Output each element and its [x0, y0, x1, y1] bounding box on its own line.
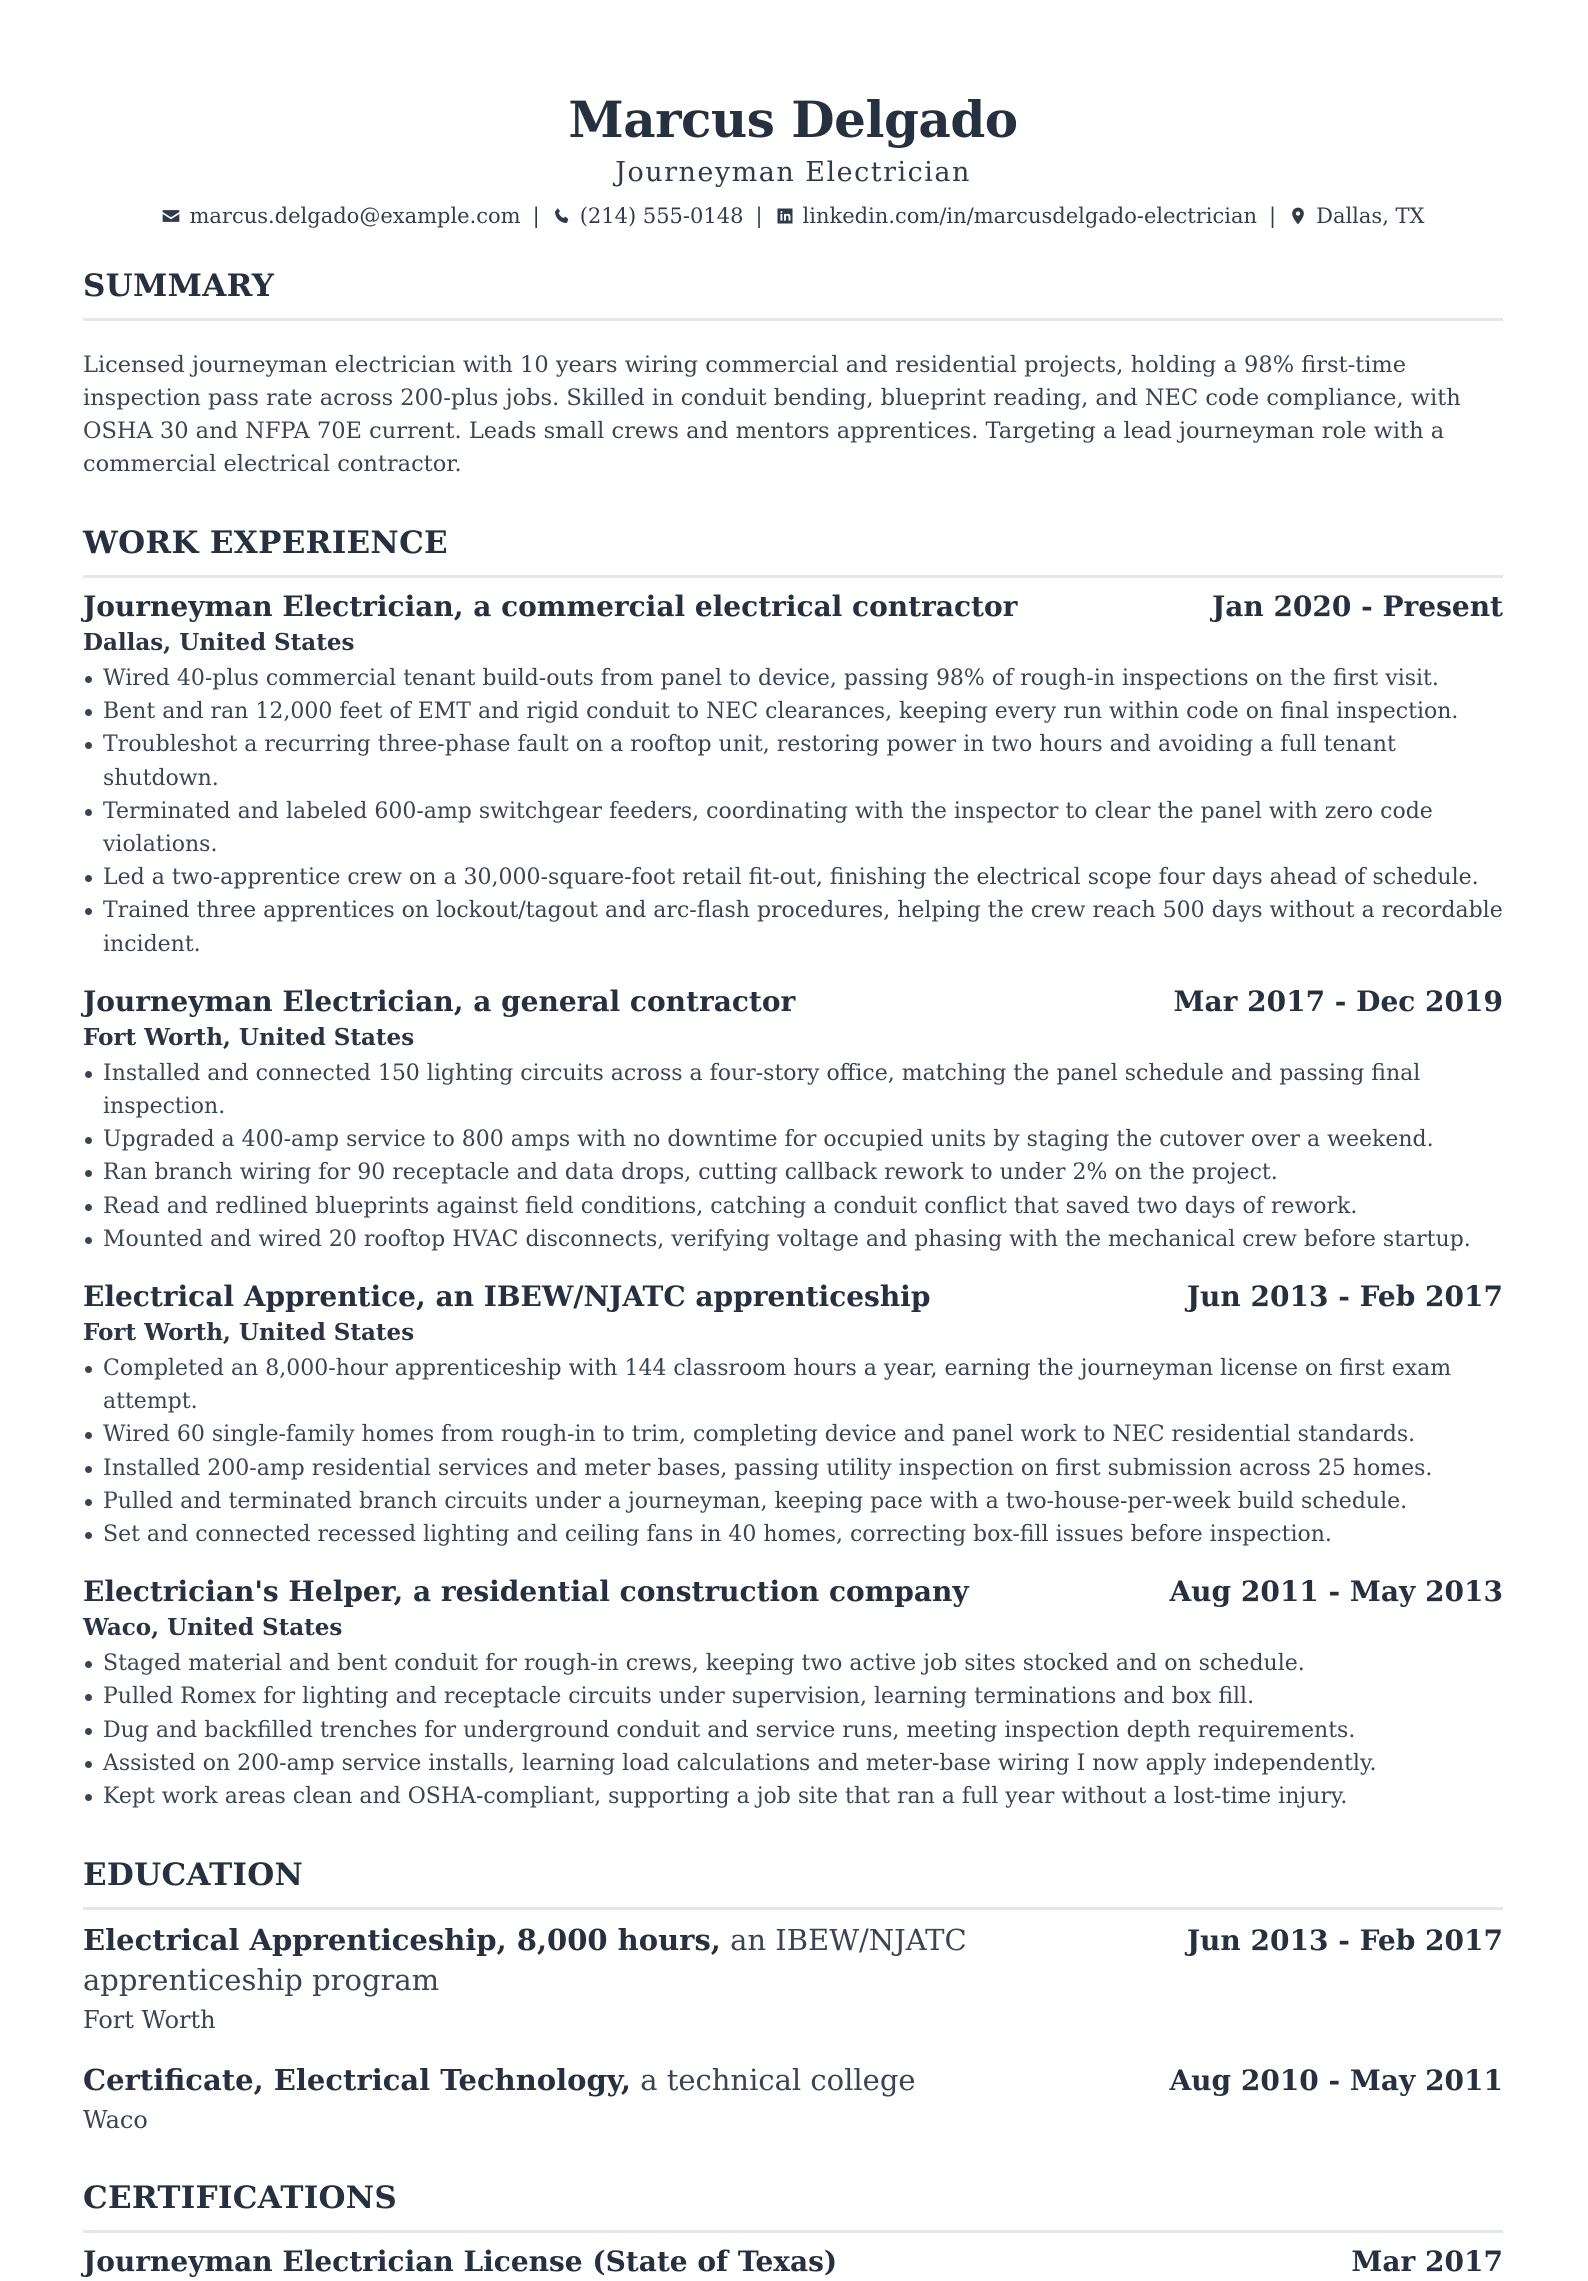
certification-date: Mar 2017	[1351, 2245, 1503, 2279]
job-bullet: Led a two-apprentice crew on a 30,000-square-foot retail fit-out, finishing the electrical scope four days ahead of schedule.	[83, 861, 1503, 894]
job-bullet-list	[83, 1352, 1503, 1551]
summary-text: Licensed journeyman electrician with 10 years wiring commercial and residential projects, holding a 98% first-time inspection pass rate across 200-plus jobs. Skilled in conduit bending, blueprint reading, and NEC code compliance, with OSHA 30 and NFPA 70E current. Leads small crews and mentors apprentices. Targeting a lead journeyman role with a commercial electrical contractor.	[83, 352, 1461, 477]
job-header-row	[83, 983, 1503, 1021]
job-entry	[83, 1278, 1503, 1551]
section-title-certifications: CERTIFICATIONS	[83, 2180, 398, 2217]
map-pin-icon	[1288, 206, 1308, 226]
education-degree: Certificate, Electrical Technology,	[83, 2063, 631, 2098]
summary-section	[83, 266, 1503, 481]
resume-header	[83, 0, 1503, 228]
education-section	[83, 1855, 1503, 2138]
job-bullet: Upgraded a 400-amp service to 800 amps with no downtime for occupied units by staging the cutover over a weekend.	[83, 1123, 1503, 1156]
job-bullet: Troubleshot a recurring three-phase fault on a rooftop unit, restoring power in two hours and avoiding a full tenant shutdown.	[83, 728, 1503, 794]
contact-linkedin[interactable]	[775, 204, 1258, 228]
job-dates: Mar 2017 - Dec 2019	[1173, 984, 1503, 1018]
education-title	[83, 2060, 916, 2100]
job-title: Electrician's Helper, a residential construction company	[83, 1575, 969, 1609]
education-location: Fort Worth	[83, 2006, 216, 2035]
job-list	[83, 588, 1503, 1813]
job-bullet: Kept work areas clean and OSHA-compliant, supporting a job site that ran a full year without a lost-time injury.	[83, 1780, 1503, 1813]
job-bullet: Assisted on 200-amp service installs, learning load calculations and meter-base wiring I now apply independently.	[83, 1747, 1503, 1780]
section-divider	[83, 1907, 1503, 1910]
job-bullet: Wired 40-plus commercial tenant build-outs from panel to device, passing 98% of rough-in inspections on the first visit.	[83, 662, 1503, 695]
job-bullet: Dug and backfilled trenches for underground conduit and service runs, meeting inspection depth requirements.	[83, 1714, 1503, 1747]
job-location: Dallas, United States	[83, 629, 355, 656]
education-list	[83, 1920, 1503, 2138]
envelope-icon	[161, 206, 181, 226]
experience-section	[83, 523, 1503, 1813]
job-bullet: Installed 200-amp residential services and meter bases, passing utility inspection on first submission across 25 homes.	[83, 1452, 1503, 1485]
job-header-row	[83, 1573, 1503, 1611]
job-bullet: Pulled Romex for lighting and receptacle circuits under supervision, learning terminations and box fill.	[83, 1680, 1503, 1713]
contact-separator: |	[1269, 204, 1277, 228]
contact-separator: |	[532, 204, 540, 228]
job-bullet: Mounted and wired 20 rooftop HVAC disconnects, verifying voltage and phasing with the mechanical crew before startup.	[83, 1223, 1503, 1256]
linkedin-icon	[775, 206, 795, 226]
section-divider	[83, 318, 1503, 321]
certification-list	[83, 2243, 1503, 2281]
job-bullet-list	[83, 662, 1503, 961]
section-divider	[83, 2230, 1503, 2233]
contact-separator: |	[755, 204, 763, 228]
job-title: Journeyman Electrician, a general contractor	[83, 984, 796, 1018]
job-location: Waco, United States	[83, 1614, 343, 1642]
job-bullet: Wired 60 single-family homes from rough-in to trim, completing device and panel work to NEC residential standards.	[83, 1418, 1503, 1451]
job-bullet: Completed an 8,000-hour apprenticeship with 144 classroom hours a year, earning the journeyman license on first exam attempt.	[83, 1352, 1503, 1418]
education-location: Waco	[83, 2106, 148, 2135]
contact-email-text: marcus.delgado@example.com	[189, 204, 521, 228]
job-bullet-list	[83, 1647, 1503, 1813]
education-institution: an IBEW/NJATC apprenticeship program	[83, 1923, 967, 1998]
job-location: Fort Worth, United States	[83, 1023, 415, 1051]
contact-location	[1288, 204, 1424, 228]
job-entry	[83, 1573, 1503, 1813]
job-title: Journeyman Electrician, a commercial electrical contractor	[83, 590, 1018, 623]
job-bullet: Bent and ran 12,000 feet of EMT and rigid conduit to NEC clearances, keeping every run within code on final inspection.	[83, 695, 1503, 728]
certification-entry	[83, 2243, 1503, 2281]
job-bullet: Installed and connected 150 lighting circuits across a four-story office, matching the panel schedule and passing final inspection.	[83, 1057, 1503, 1123]
education-header-row	[83, 1920, 1503, 2000]
candidate-role: Journeyman Electrician	[615, 157, 971, 188]
job-bullet: Trained three apprentices on lockout/tagout and arc-flash procedures, helping the crew reach 500 days without a recordable incident.	[83, 894, 1503, 960]
contact-phone-text: (214) 555-0148	[579, 204, 744, 228]
job-dates: Jun 2013 - Feb 2017	[1186, 1280, 1503, 1314]
education-dates: Jun 2013 - Feb 2017	[1186, 1924, 1503, 1958]
section-title-experience: WORK EXPERIENCE	[83, 525, 448, 561]
job-bullet: Read and redlined blueprints against field conditions, catching a conduit conflict that saved two days of rework.	[83, 1190, 1503, 1223]
contact-email[interactable]	[161, 204, 520, 228]
contact-location-text: Dallas, TX	[1316, 204, 1425, 228]
education-degree: Electrical Apprenticeship, 8,000 hours,	[83, 1923, 721, 1958]
job-header-row	[83, 1278, 1503, 1316]
job-dates: Aug 2011 - May 2013	[1169, 1575, 1503, 1609]
job-bullet: Staged material and bent conduit for rough-in crews, keeping two active job sites stocked and on schedule.	[83, 1647, 1503, 1680]
job-location: Fort Worth, United States	[83, 1319, 415, 1347]
section-title-summary: SUMMARY	[83, 268, 275, 304]
job-entry	[83, 983, 1503, 1256]
job-bullet-list	[83, 1057, 1503, 1256]
certification-name: Journeyman Electrician License (State of Texas)	[83, 2245, 838, 2279]
job-bullet: Terminated and labeled 600-amp switchgear feeders, coordinating with the inspector to clear the panel with zero code violations.	[83, 795, 1503, 861]
phone-icon	[552, 206, 572, 226]
job-bullet: Pulled and terminated branch circuits under a journeyman, keeping pace with a two-house-per-week build schedule.	[83, 1485, 1503, 1518]
education-dates: Aug 2010 - May 2011	[1169, 2064, 1503, 2098]
education-entry	[83, 2060, 1503, 2138]
job-title: Electrical Apprentice, an IBEW/NJATC apprenticeship	[83, 1280, 931, 1314]
job-bullet: Ran branch wiring for 90 receptacle and data drops, cutting callback rework to under 2% on the project.	[83, 1156, 1503, 1189]
job-entry	[83, 588, 1503, 961]
job-dates: Jan 2020 - Present	[1211, 590, 1503, 623]
certification-row	[83, 2243, 1503, 2281]
job-header-row	[83, 588, 1503, 626]
education-institution: a technical college	[640, 2063, 916, 2098]
contact-line	[83, 204, 1503, 228]
job-bullet: Set and connected recessed lighting and ceiling fans in 40 homes, correcting box-fill issues before inspection.	[83, 1518, 1503, 1551]
candidate-name: Marcus Delgado	[568, 90, 1018, 149]
education-entry	[83, 1920, 1503, 2038]
certifications-section	[83, 2178, 1503, 2281]
education-header-row	[83, 2060, 1503, 2100]
section-title-education: EDUCATION	[83, 1857, 304, 1894]
contact-phone[interactable]	[552, 204, 744, 228]
contact-linkedin-text: linkedin.com/in/marcusdelgado-electrician	[802, 204, 1258, 228]
section-divider	[83, 575, 1503, 578]
education-title	[83, 1920, 1187, 2000]
